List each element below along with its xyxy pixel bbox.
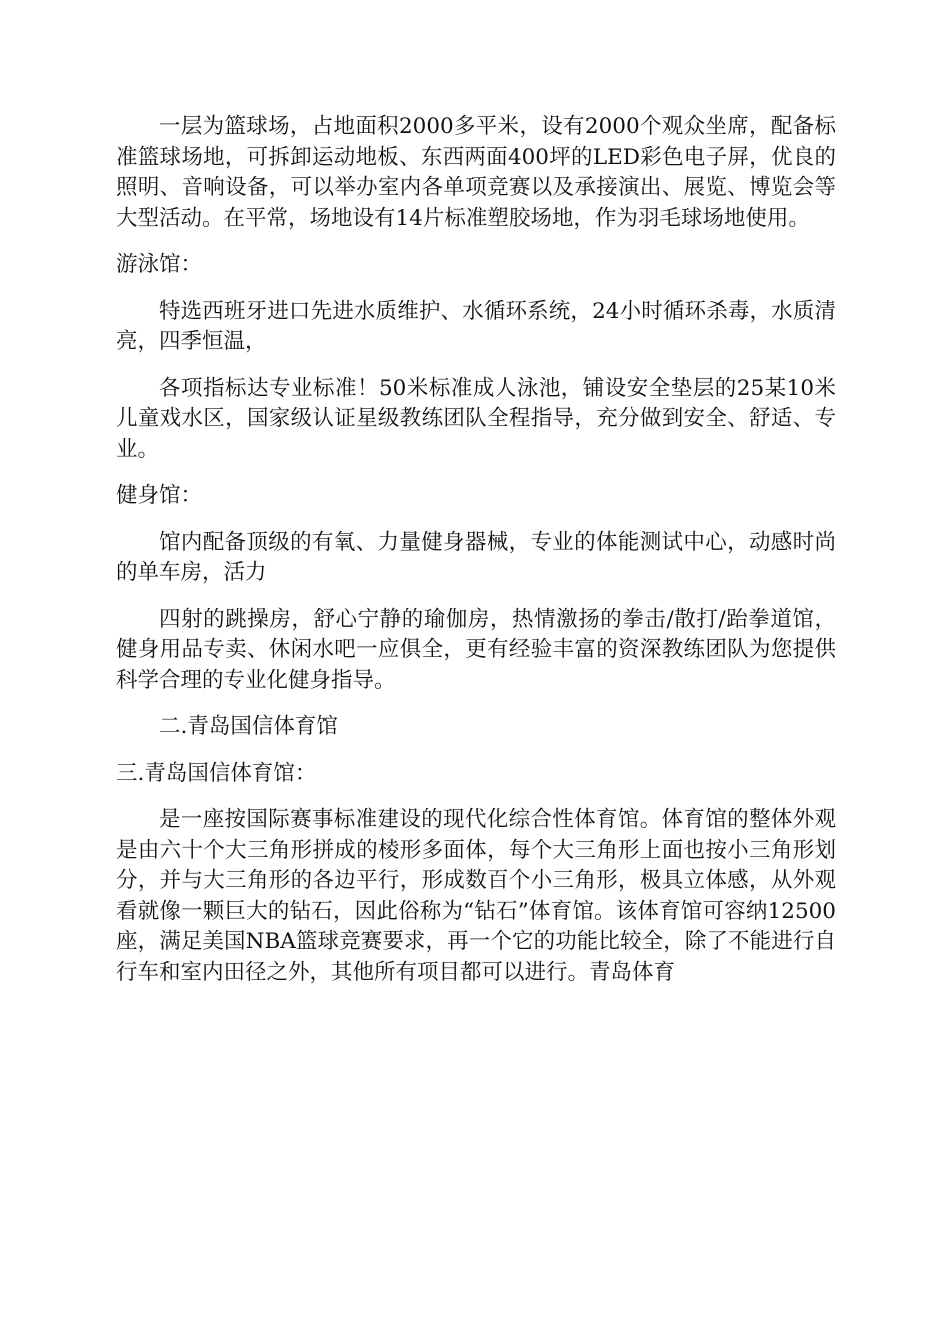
paragraph-fitness-equipment: 馆内配备顶级的有氧、力量健身器械，专业的体能测试中心，动感时尚的单车房，活力 — [116, 529, 836, 585]
paragraph-fitness-rooms: 四射的跳操房，舒心宁静的瑜伽房，热情激扬的拳击/散打/跆拳道馆，健身用品专卖、休闲水吧一应俱全，更有经验丰富的资深教练团队为您提供科学合理的专业化健身指导。 — [116, 606, 836, 693]
document-page — [116, 112, 836, 1004]
paragraph-basketball-hall: 一层为篮球场，占地面积2000多平米，设有2000个观众坐席，配备标准篮球场地，可拆卸运动地板、东西两面400坪的LED彩色电子屏，优良的照明、音响设备，可以举办室内各单项竞赛以及承接演出、展览、博览会等大型活动。在平常，场地设有14片标准塑胶场地，作为羽毛球场地使用。 — [116, 114, 836, 231]
heading-section-three: 三.青岛国信体育馆： — [116, 760, 317, 786]
paragraph-guoxin-gymnasium: 是一座按国际赛事标准建设的现代化综合性体育馆。体育馆的整体外观是由六十个大三角形拼成的棱形多面体，每个大三角形上面也按小三角形划分，并与大三角形的各边平行，形成数百个小三角形，极具立体感，从外观看就像一颗巨大的钻石，因此俗称为“钻石”体育馆。该体育馆可容纳12500座，满足美国NBA篮球竞赛要求，再一个它的功能比较全，除了不能进行自行车和室内田径之外，其他所有项目都可以进行。青岛体育 — [116, 807, 836, 985]
paragraph-swimming-water-system: 特选西班牙进口先进水质维护、水循环系统，24小时循环杀毒，水质清亮，四季恒温， — [116, 298, 836, 354]
heading-fitness-hall: 健身馆： — [116, 483, 203, 508]
paragraph-swimming-pools: 各项指标达专业标准！50米标准成人泳池，铺设安全垫层的25某10米儿童戏水区，国家级认证星级教练团队全程指导，充分做到安全、舒适、专业。 — [116, 375, 836, 462]
heading-swimming-hall: 游泳馆： — [116, 252, 203, 277]
heading-section-two: 二.青岛国信体育馆 — [159, 714, 338, 739]
